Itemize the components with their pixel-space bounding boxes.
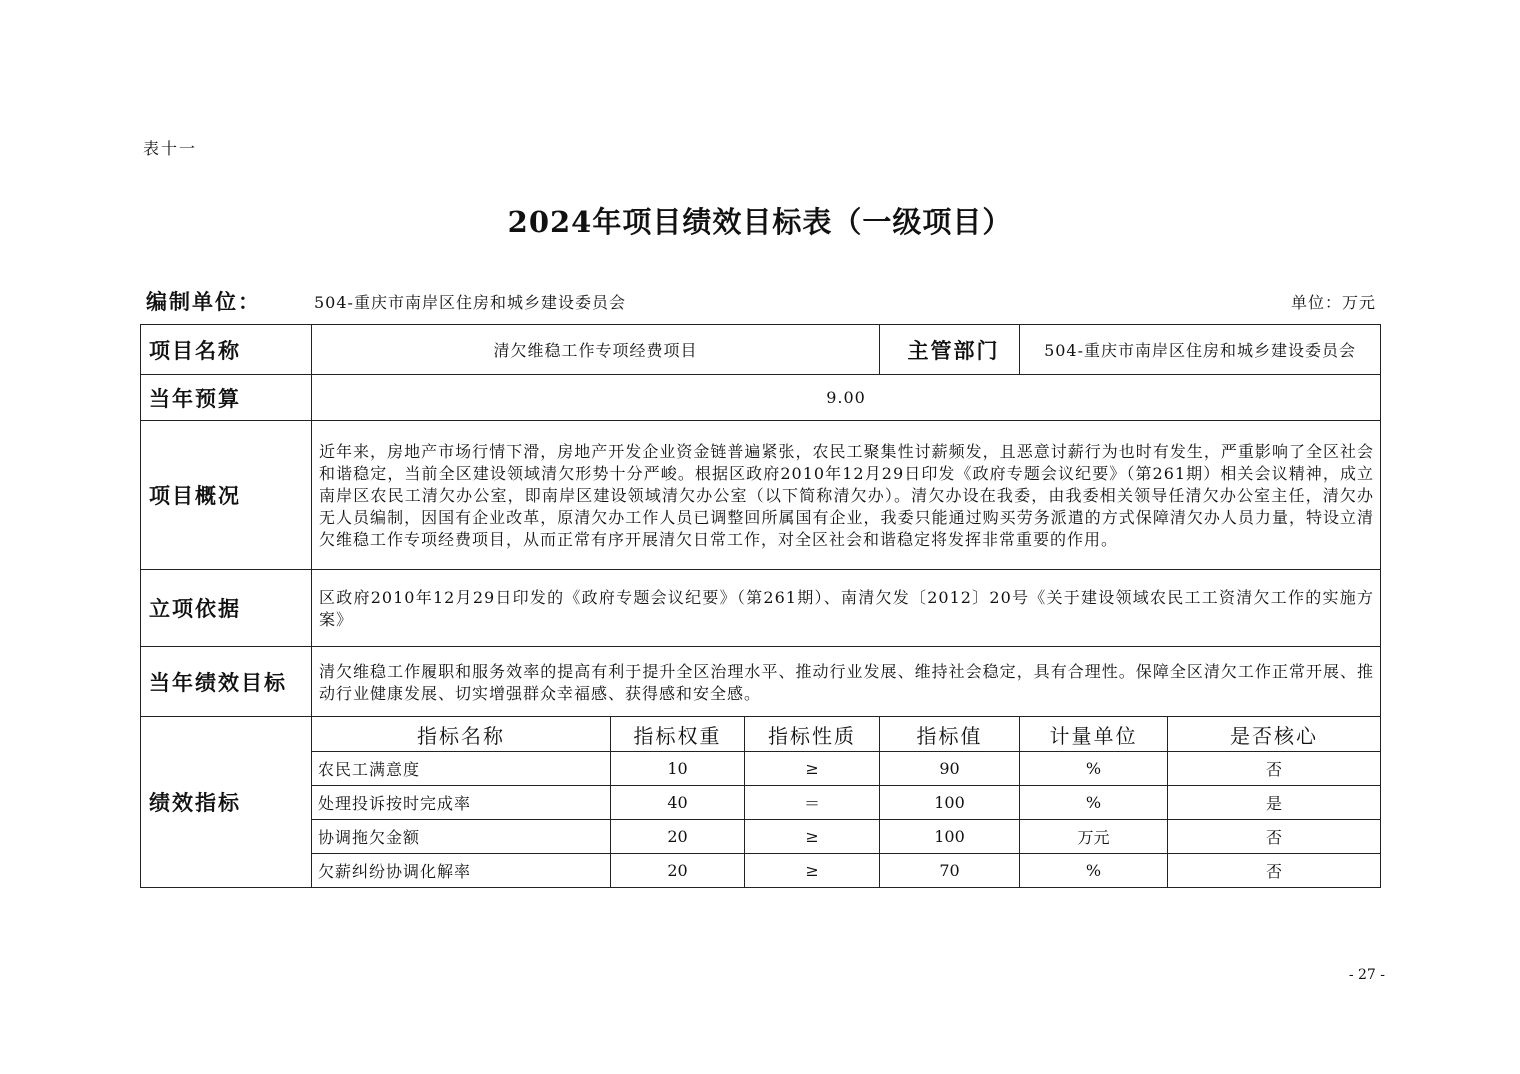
indicator-core: 否: [1168, 854, 1381, 888]
indicator-name: 处理投诉按时完成率: [312, 786, 611, 820]
indicator-unit: %: [1020, 752, 1168, 786]
table-row: [141, 752, 1381, 786]
indicator-name: 农民工满意度: [312, 752, 611, 786]
budget-label: 当年预算: [141, 375, 312, 421]
page-number: - 27 -: [1348, 967, 1385, 983]
indicator-nature: ≥: [745, 820, 880, 854]
project-name-label: 项目名称: [141, 325, 312, 375]
indicator-nature: ＝: [745, 786, 880, 820]
org-value: 504-重庆市南岸区住房和城乡建设委员会: [314, 293, 626, 312]
project-row: [141, 325, 1381, 375]
indicators-label: 绩效指标: [141, 717, 312, 888]
goal-label: 当年绩效目标: [141, 647, 312, 717]
goal-text: 清欠维稳工作履职和服务效率的提高有利于提升全区治理水平、推动行业发展、维持社会稳定，具有合理性。保障全区清欠工作正常开展、推动行业健康发展、切实增强群众幸福感、获得感和安全感。: [312, 647, 1381, 717]
indicator-unit: 万元: [1020, 820, 1168, 854]
indicator-core: 否: [1168, 752, 1381, 786]
indicator-weight: 20: [611, 820, 745, 854]
dept-label: 主管部门: [880, 325, 1020, 375]
indicator-nature: ≥: [745, 752, 880, 786]
budget-row: [141, 375, 1381, 421]
document-title: 2024年项目绩效目标表（一级项目）: [507, 205, 1013, 239]
basis-row: [141, 570, 1381, 647]
table-row: [141, 786, 1381, 820]
basis-label: 立项依据: [141, 570, 312, 647]
basis-text: 区政府2010年12月29日印发的《政府专题会议纪要》（第261期）、南清欠发〔2012〕20号《关于建设领域农民工工资清欠工作的实施方案》: [312, 570, 1381, 647]
header-is-core: 是否核心: [1168, 717, 1381, 752]
goal-row: [141, 647, 1381, 717]
indicator-core: 否: [1168, 820, 1381, 854]
header-indicator-weight: 指标权重: [611, 717, 745, 752]
overview-text: 近年来，房地产市场行情下滑，房地产开发企业资金链普遍紧张，农民工聚集性讨薪频发，且恶意讨薪行为也时有发生，严重影响了全区社会和谐稳定，当前全区建设领域清欠形势十分严峻。根据区政府2010年12月29日印发《政府专题会议纪要》（第261期）相关会议精神，成立南岸区农民工清欠办公室，即南岸区建设领域清欠办公室（以下简称清欠办）。清欠办设在我委，由我委相关领导任清欠办公室主任，清欠办无人员编制，因国有企业改革，原清欠办工作人员已调整回所属国有企业，我委只能通过购买劳务派遣的方式保障清欠办人员力量，特设立清欠维稳工作专项经费项目，从而正常有序开展清欠日常工作，对全区社会和谐稳定将发挥非常重要的作用。: [312, 421, 1381, 570]
table-label: 表十一: [143, 139, 198, 158]
indicator-weight: 10: [611, 752, 745, 786]
header-indicator-nature: 指标性质: [745, 717, 880, 752]
table-row: [141, 854, 1381, 888]
indicator-weight: 20: [611, 854, 745, 888]
indicator-name: 协调拖欠金额: [312, 820, 611, 854]
indicator-core: 是: [1168, 786, 1381, 820]
indicator-weight: 40: [611, 786, 745, 820]
indicator-unit: %: [1020, 786, 1168, 820]
project-name-value: 清欠维稳工作专项经费项目: [312, 325, 880, 375]
overview-label: 项目概况: [141, 421, 312, 570]
header-measure-unit: 计量单位: [1020, 717, 1168, 752]
header-indicator-value: 指标值: [880, 717, 1020, 752]
org-label: 编制单位：: [146, 289, 261, 314]
indicator-name: 欠薪纠纷协调化解率: [312, 854, 611, 888]
dept-value: 504-重庆市南岸区住房和城乡建设委员会: [1020, 325, 1381, 375]
overview-row: [141, 421, 1381, 570]
performance-target-table: [140, 324, 1381, 888]
table-row: [141, 820, 1381, 854]
unit-label: 单位：万元: [1290, 293, 1376, 312]
indicator-value: 100: [880, 786, 1020, 820]
header-indicator-name: 指标名称: [312, 717, 611, 752]
indicator-nature: ≥: [745, 854, 880, 888]
indicator-unit: %: [1020, 854, 1168, 888]
indicator-value: 70: [880, 854, 1020, 888]
budget-value: 9.00: [312, 375, 1381, 421]
indicator-header-row: [141, 717, 1381, 752]
indicator-value: 90: [880, 752, 1020, 786]
indicator-value: 100: [880, 820, 1020, 854]
